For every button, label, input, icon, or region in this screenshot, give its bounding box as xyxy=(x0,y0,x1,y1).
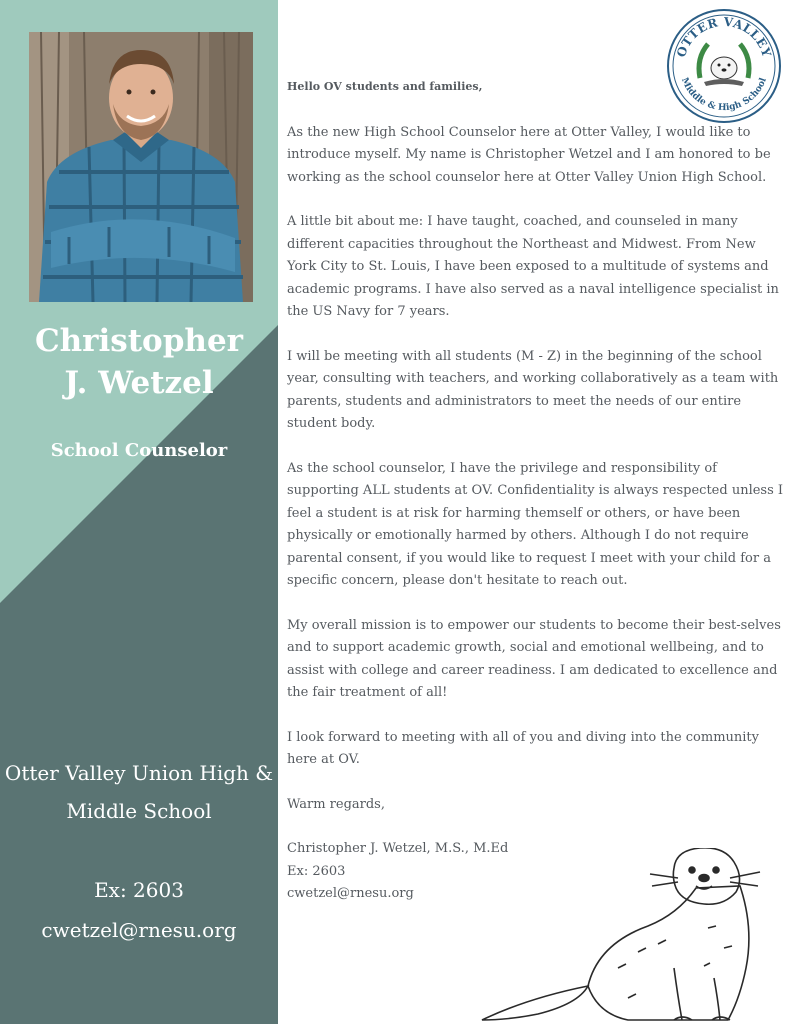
counselor-name xyxy=(0,320,278,404)
signature-name: Christopher J. Wetzel, M.S., M.Ed xyxy=(287,841,509,856)
logo-text-top: OTTER VALLEY xyxy=(674,14,774,59)
school-name-line2: Middle School xyxy=(66,799,212,823)
counselor-name-line2: J. Wetzel xyxy=(64,365,214,401)
letter-greeting: Hello OV students and families, xyxy=(287,80,483,93)
letter-body xyxy=(287,76,785,906)
signature-extension: Ex: 2603 xyxy=(287,863,346,879)
school-name-line1: Otter Valley Union High & xyxy=(4,761,274,785)
letter-closing: Warm regards, xyxy=(287,796,385,812)
logo-text-bottom: Middle & High School xyxy=(678,76,769,114)
school-name xyxy=(0,754,278,830)
letter-paragraph: I will be meeting with all students (M - Z) in the beginning of the school year, consulting with teachers, and working collaboratively as a team with parents, students and administrators to meet the needs of our entire student body. xyxy=(287,348,779,431)
sidebar xyxy=(0,0,278,1024)
signature-email[interactable]: cwetzel@rnesu.org xyxy=(287,886,414,901)
counselor-role: School Counselor xyxy=(50,440,228,461)
phone-extension: Ex: 2603 xyxy=(94,878,184,902)
letter-paragraph: As the school counselor, I have the privilege and responsibility of supporting ALL students at OV. Confidentiality is always respected unless I feel a student is at risk for harming themself or others, or have been physically or emotionally harmed by others. Although I do not require parental consent, if you would like to request I meet with your child for a specific concern, please don't hesitate to reach out. xyxy=(287,460,784,588)
counselor-photo xyxy=(29,32,253,302)
email-address[interactable]: cwetzel@rnesu.org xyxy=(41,918,237,942)
letter-paragraph: I look forward to meeting with all of you and diving into the community here at OV. xyxy=(287,729,760,767)
counselor-name-line1: Christopher xyxy=(34,323,244,359)
otter-illustration xyxy=(478,848,778,1024)
letter-paragraph: As the new High School Counselor here at Otter Valley, I would like to introduce myself. My name is Christopher Wetzel and I am honored to be working as the school counselor here at Otter Valley Union High School. xyxy=(287,124,771,185)
letter-paragraph: My overall mission is to empower our students to become their best-selves and to support academic growth, social and emotional wellbeing, and to assist with college and career readiness. I am dedicated to excellence and the fair treatment of all! xyxy=(287,617,781,700)
letter-paragraph: A little bit about me: I have taught, coached, and counseled in many different capacities throughout the Northeast and Midwest. From New York City to St. Louis, I have been exposed to a multitude of systems and academic programs. I have also served as a naval intelligence specialist in the US Navy for 7 years. xyxy=(287,214,779,319)
